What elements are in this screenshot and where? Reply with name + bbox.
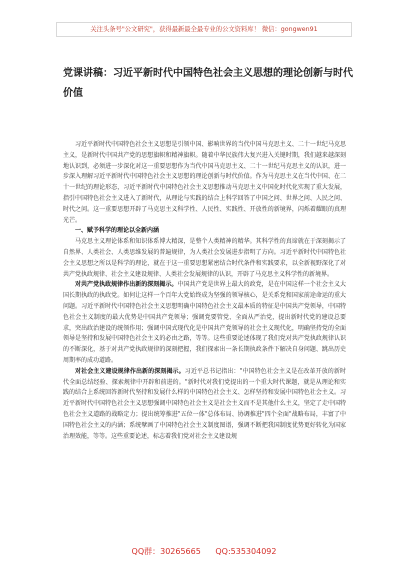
promo-banner: 关注头条号"公文研究"，获得最新最全最专业的公文资料库！ 微信：gongwen91 <box>56 22 352 37</box>
paragraph-lead: 对社会主义建设规律作出新的深刻揭示。 <box>75 367 185 375</box>
paragraph-science: 马克思主义理论体系和知识体系博大精深，是整个人类精神的精华。其科学性的真谛就在于深刻揭示了自然界、人类社会、人类思维发展的普遍规律，为人类社会发展进步指明了方向。习近平新时代中国特色社会主义思想之所以是科学的理论，就在于这一重要思想紧密结合时代条件和实践要求，以全新视野深化了对共产党执政规律、社会主义建设规律、人类社会发展规律的认识，开辟了马克思主义科学性的新境界。 <box>63 238 346 278</box>
paragraph-text: 习近平总书记指出："中国特色社会主义是在改革开放的新时代全面总结经验、探索规律中开辟和前进的。"新时代对我们党提出的一个重大时代课题，就是从理论和实践的结合上系统回答新时代坚持和发展什么样的中国特色社会主义、怎样坚持和发展中国特色社会主义。习近平新时代中国特色社会主义思想强调中国特色社会主义是社会主义而不是其他什么主义，坚定了走中国特色社会主义道路的战略定力；提出统筹推进"五位一体"总体布局、协调推进"四个全面"战略布局，丰富了中国特色社会主义的内涵；系统擘画了中国特色社会主义制度图谱，强调不断把我国制度优势更好转化为国家治理效能，等等。这些重要论述，标志着我们党对社会主义建设规 <box>63 367 346 440</box>
page-title: 党课讲稿：习近平新时代中国特色社会主义思想的理论创新与时代价值 <box>63 68 353 99</box>
paragraph-socialism <box>63 367 346 443</box>
paragraph-intro: 习近平新时代中国特色社会主义思想是引领中国、影响世界的当代中国马克思主义、二十一世纪马克思主义，是新时代中国共产党的思想旗帜和精神旗帜。随着中华民族伟大复兴进入关键时期，我们越来越深刻地认识到，必须进一步深化对这一重要思想作为当代中国马克思主义、二十一世纪马克思主义的认识，进一步深入理解习近平新时代中国特色社会主义思想的理论创新与时代价值。作为马克思主义在当代中国、在二十一世纪的理论形态，习近平新时代中国特色社会主义思想推动马克思主义中国化时代化实现了重大发展，指引中国特色社会主义进入了新时代，从理论与实践的结合上科学回答了中国之问、世界之问、人民之问、时代之问。这一重要思想开辟了马克思主义科学性、人民性、实践性、开放性的新境界，闪烁着耀眼的真理光芒。 <box>63 141 346 224</box>
paragraph-lead: 对共产党执政规律作出新的深刻揭示。 <box>75 281 178 289</box>
footer-qq: QQ:535304092 <box>215 547 277 556</box>
paragraph-party-rule <box>63 280 346 366</box>
paragraph-text: 中国共产党是世界上最大的政党，是在中国这样一个社会主义大国长期执政的执政党。如何让这样一个百年大党始终成为坚强的领导核心，是关系党和国家前途命运的重大问题。习近平新时代中国特色社会主义思想明确中国特色社会主义最本质的特征是中国共产党领导，中国特色社会主义制度的最大优势是中国共产党领导；强调党要管党、全面从严治党，提出新时代党的建设总要求，突出政治建设的统领作用；强调中国式现代化是中国共产党领导的社会主义现代化，明确坚持党的全面领导是坚持和发展中国特色社会主义的必由之路，等等。这些重要论述体现了我们党对共产党执政规律认识的不断深化，基于对共产党执政规律的深刻把握，我们探索出一条长期执政条件下解决自身问题、跳出历史周期率的成功道路。 <box>63 281 346 364</box>
page-footer <box>0 546 408 557</box>
article-body <box>63 140 346 442</box>
footer-qq-group: QQ群：30265665 <box>131 547 201 556</box>
section-heading: 一、赋予科学的理论以全新内涵 <box>75 227 160 235</box>
